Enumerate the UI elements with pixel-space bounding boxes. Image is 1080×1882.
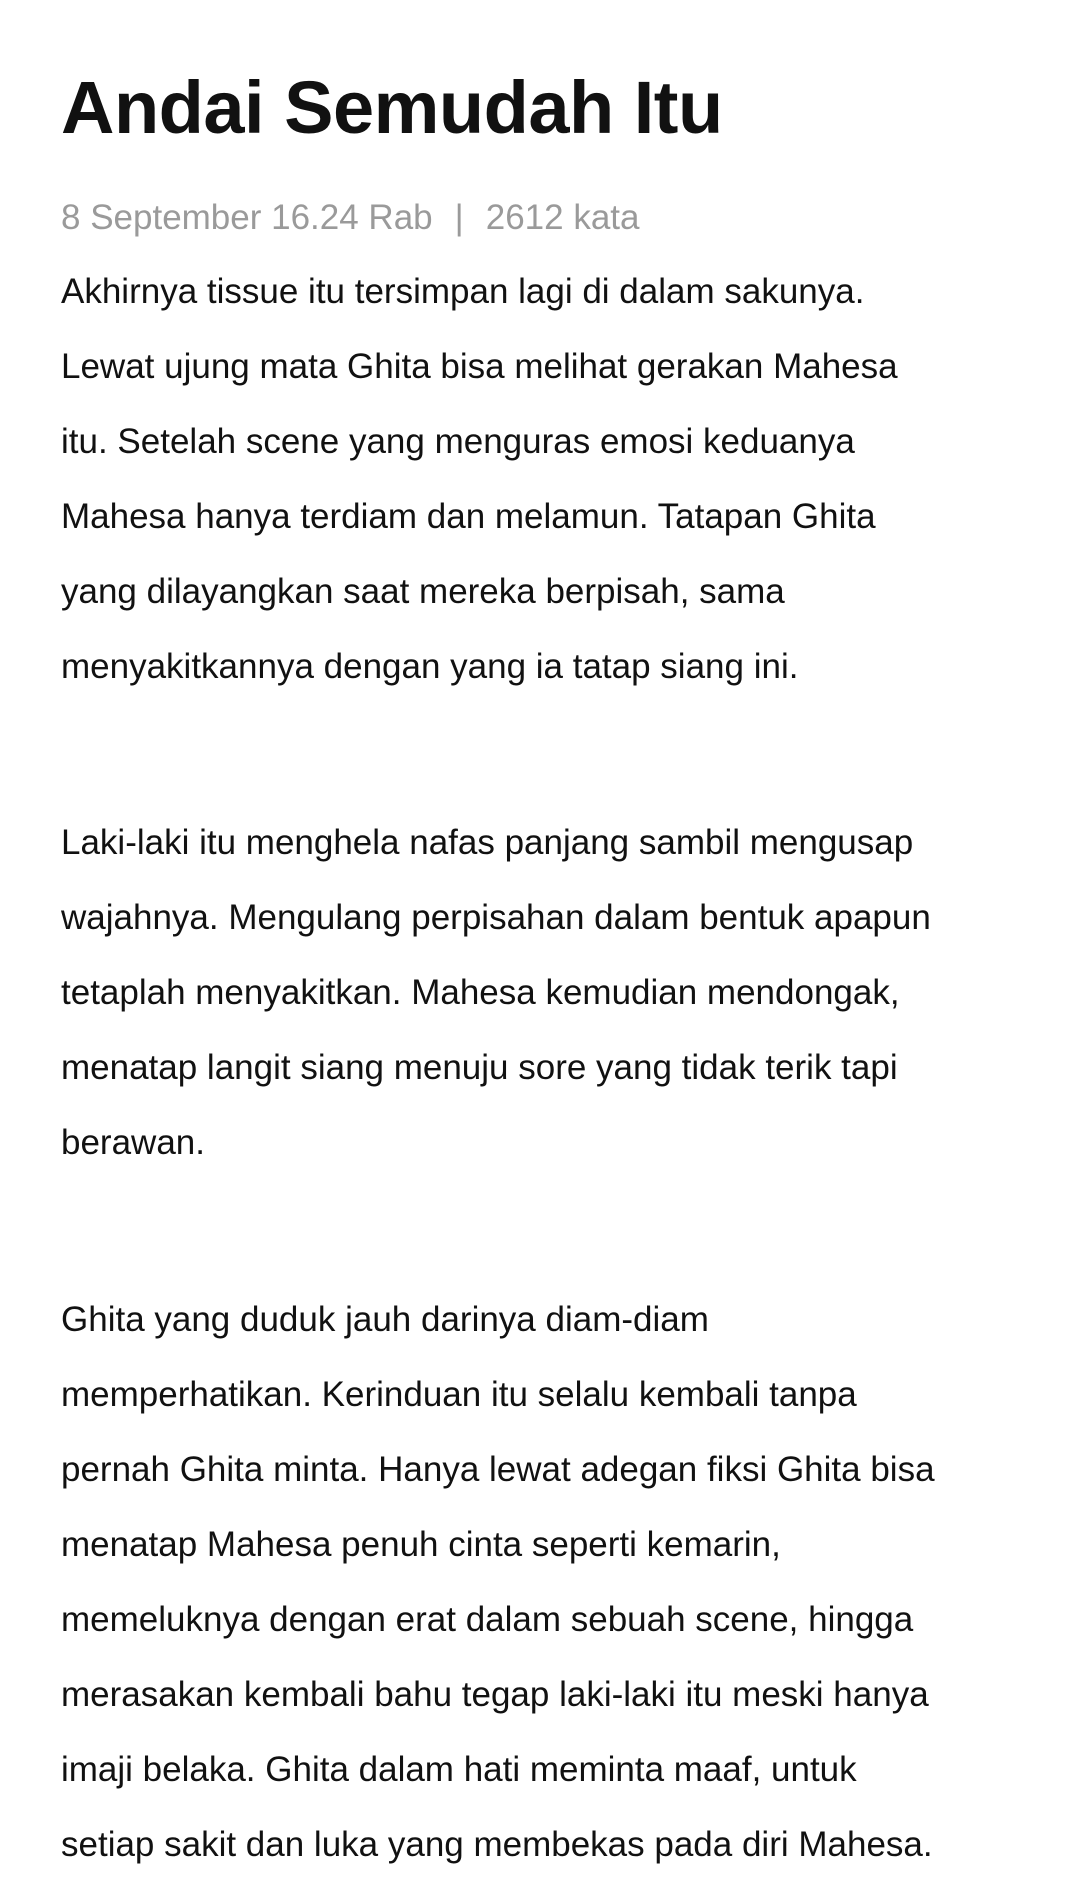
paragraph xyxy=(61,254,1021,704)
paragraph-line: pernah Ghita minta. Hanya lewat adegan fiksi Ghita bisa xyxy=(61,1450,935,1489)
paragraph-line: Laki-laki itu menghela nafas panjang sambil mengusap xyxy=(61,823,914,862)
paragraph-line: menatap langit siang menuju sore yang tidak terik tapi xyxy=(61,1048,898,1087)
paragraph-line: berawan. xyxy=(61,1123,205,1162)
article-meta xyxy=(61,196,639,240)
paragraph-line: setiap sakit dan luka yang membekas pada diri Mahesa. xyxy=(61,1825,933,1864)
paragraph xyxy=(61,1282,1021,1882)
paragraph-line: Akhirnya tissue itu tersimpan lagi di dalam sakunya. xyxy=(61,272,865,311)
meta-separator: | xyxy=(454,198,464,237)
paragraph-line: wajahnya. Mengulang perpisahan dalam bentuk apapun xyxy=(61,898,931,937)
paragraph-line: imaji belaka. Ghita dalam hati meminta maaf, untuk xyxy=(61,1750,857,1789)
paragraph-line: tetaplah menyakitkan. Mahesa kemudian mendongak, xyxy=(61,973,900,1012)
paragraph-line: itu. Setelah scene yang menguras emosi keduanya xyxy=(61,422,855,461)
paragraph-line: yang dilayangkan saat mereka berpisah, sama xyxy=(61,572,785,611)
article-datetime: 8 September 16.24 Rab xyxy=(61,198,433,237)
paragraph-line: menatap Mahesa penuh cinta seperti kemarin, xyxy=(61,1525,781,1564)
paragraph-line: Ghita yang duduk jauh darinya diam-diam xyxy=(61,1300,709,1339)
paragraph-line: menyakitkannya dengan yang ia tatap siang ini. xyxy=(61,647,799,686)
paragraph-line: memperhatikan. Kerinduan itu selalu kembali tanpa xyxy=(61,1375,857,1414)
paragraph xyxy=(61,805,1021,1180)
paragraph-line: Mahesa hanya terdiam dan melamun. Tatapan Ghita xyxy=(61,497,876,536)
paragraph-line: Lewat ujung mata Ghita bisa melihat gerakan Mahesa xyxy=(61,347,898,386)
paragraph-line: merasakan kembali bahu tegap laki-laki itu meski hanya xyxy=(61,1675,929,1714)
article-title: Andai Semudah Itu xyxy=(61,66,723,149)
paragraph-line: memeluknya dengan erat dalam sebuah scene, hingga xyxy=(61,1600,914,1639)
article-word-count: 2612 kata xyxy=(485,198,640,237)
